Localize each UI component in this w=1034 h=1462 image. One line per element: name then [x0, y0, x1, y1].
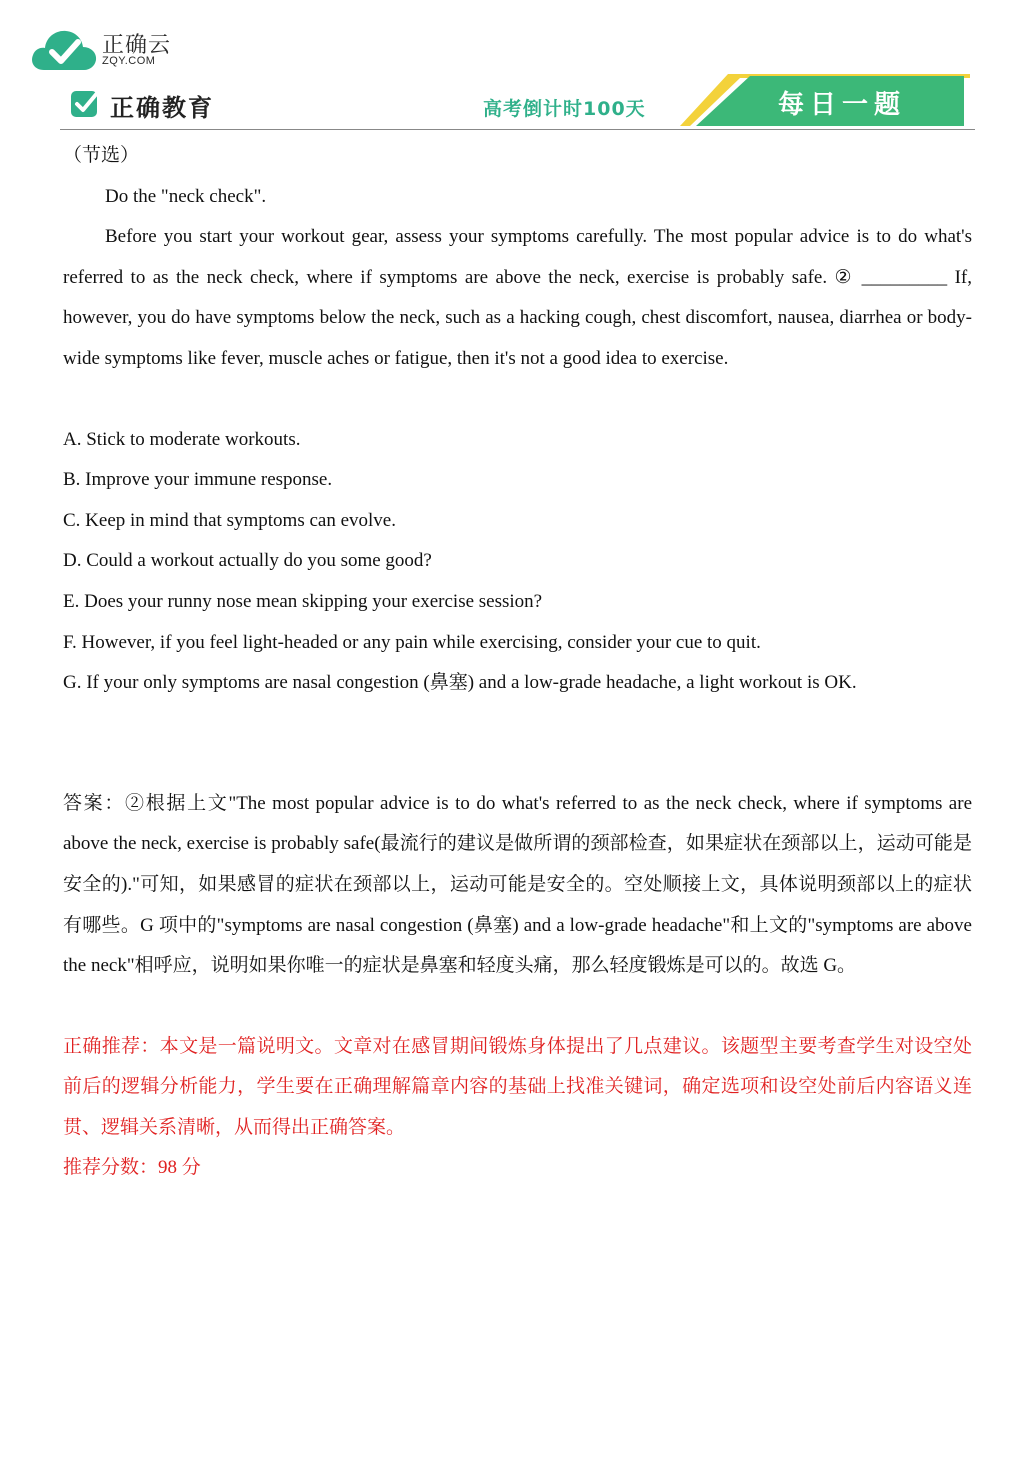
option-g: G. If your only symptoms are nasal congestion (鼻塞) and a low-grade headache, a light workout is OK.	[63, 672, 857, 694]
recommendation-text: 正确推荐：本文是一篇说明文。文章对在感冒期间锻炼身体提出了几点建议。该题型主要考查学生对设空处前后的逻辑分析能力，学生要在正确理解篇章内容的基础上找准关键词，确定选项和设空处前后内容语义连贯、逻辑关系清晰，从而得出正确答案。	[63, 1035, 972, 1138]
banner-title: 每日一题	[778, 90, 907, 120]
option-b: B. Improve your immune response.	[63, 469, 333, 491]
option-f: F. However, if you feel light-headed or any pain while exercising, consider your cue to quit.	[63, 631, 761, 653]
option-a: A. Stick to moderate workouts.	[63, 428, 301, 450]
option-c: C. Keep in mind that symptoms can evolve.	[63, 509, 396, 531]
option-d: D. Could a workout actually do you some good?	[63, 550, 432, 572]
answer-explanation: 答案：②根据上文"The most popular advice is to do what's referred to as the neck check, where if symptoms are above the neck, exercise is probably safe(最流行的建议是做所谓的颈部检查，如果症状在颈部以上，运动可能是安全的)."可知，如果感冒的症状在颈部以上，运动可能是安全的。空处顺接上文，具体说明颈部以上的症状有哪些。G 项中的"symptoms are nasal congestion (鼻塞) and a low-grade headache"和上文的"symptoms are above the neck"相呼应，说明如果你唯一的症状是鼻塞和轻度头痛，那么轻度锻炼是可以的。故选 G。	[63, 792, 972, 977]
passage-paragraph: Before you start your workout gear, assess your symptoms carefully. The most popular advice is to do what's referred to as the neck check, where if symptoms are above the neck, exercise is probably safe. ② _________ If, however, you do have symptoms below the neck, such as a hacking cough, chest discomfort, nausea, diarrhea or body-wide symptoms like fever, muscle aches or fatigue, then it's not a good idea to exercise.	[63, 226, 972, 369]
brand-domain: ZQY.COM	[102, 55, 156, 67]
cloud-check-icon	[30, 28, 98, 72]
header-title: 正确教育	[110, 94, 214, 122]
countdown-text: 高考倒计时100天	[483, 98, 646, 120]
option-e: E. Does your runny nose mean skipping your exercise session?	[63, 590, 543, 612]
document-body	[63, 136, 972, 1189]
excerpt-note: （节选）	[63, 145, 140, 166]
recommendation-score: 推荐分数：98 分	[63, 1157, 201, 1179]
zqy-logo	[30, 24, 180, 74]
options-list	[63, 420, 972, 704]
brand-name: 正确云	[102, 33, 172, 58]
page-header	[60, 74, 975, 130]
checkbox-logo-icon	[70, 88, 100, 118]
passage-heading: Do the "neck check".	[105, 185, 267, 207]
header-divider	[60, 129, 975, 130]
